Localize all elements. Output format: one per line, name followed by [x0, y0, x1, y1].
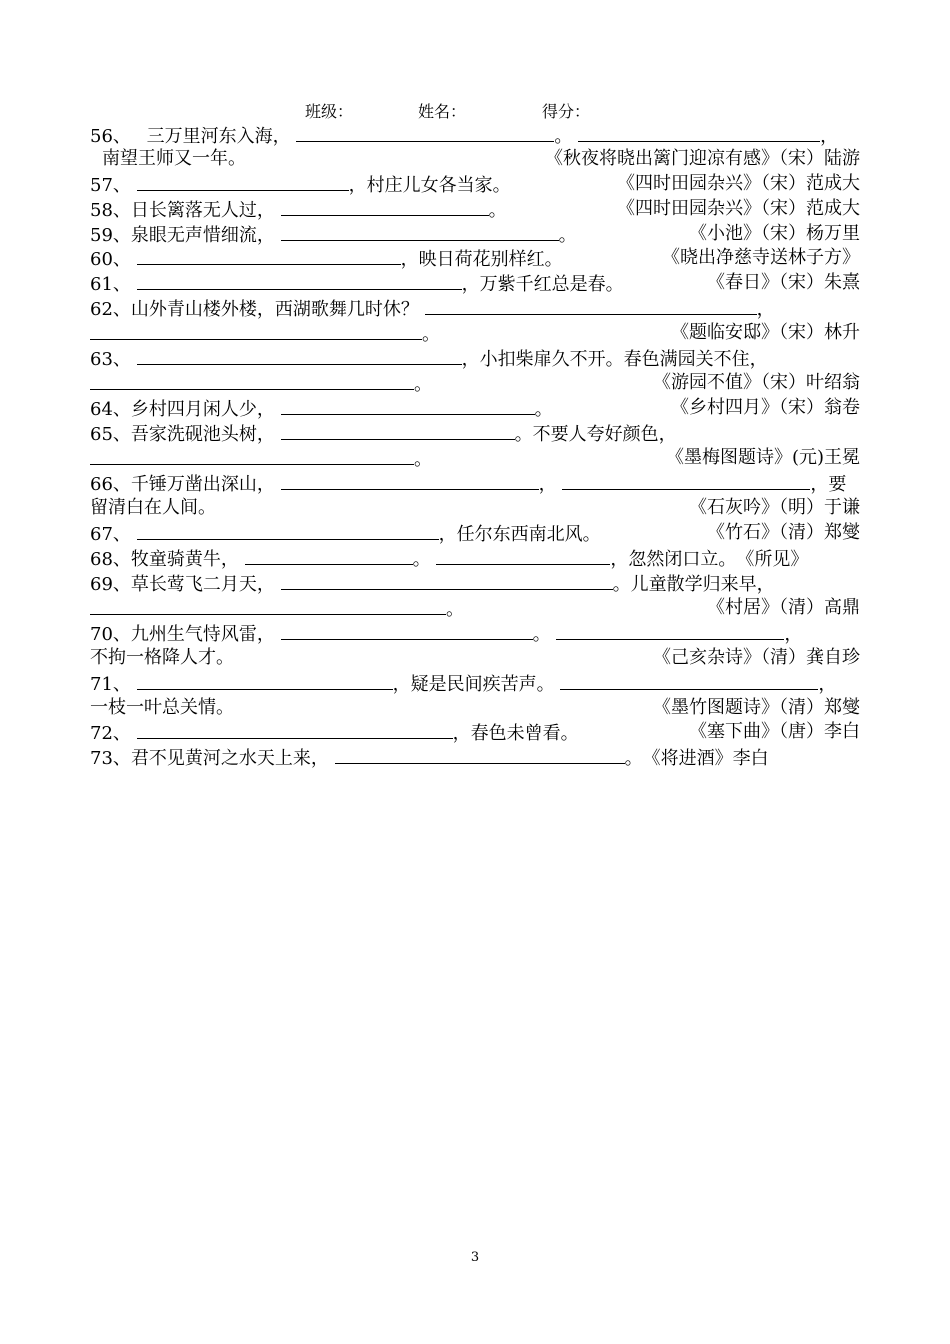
- punctuation: ，: [538, 474, 557, 495]
- question-text: 。儿童散学归来早，: [612, 574, 775, 595]
- answer-blank[interactable]: [90, 321, 422, 340]
- answer-blank[interactable]: [425, 296, 757, 315]
- question-text: ，春色未曾看。: [452, 723, 579, 744]
- question-text: 九州生气恃风雷，: [130, 624, 275, 645]
- question-text: ，疑是民间疾苦声。: [392, 674, 555, 695]
- question-number: 63、: [90, 349, 131, 370]
- question-number: 68、: [90, 549, 131, 570]
- answer-blank[interactable]: [245, 546, 413, 565]
- question-number: 65、: [90, 424, 131, 445]
- poem-source: 《春日》（宋）朱熹: [707, 272, 860, 293]
- question-text: ，任尔东西南北风。: [438, 524, 601, 545]
- question-70-line2: [90, 646, 860, 670]
- punctuation: ，: [784, 624, 803, 645]
- answer-blank[interactable]: [578, 123, 820, 142]
- poem-source: 《竹石》（清）郑燮: [707, 522, 860, 543]
- question-number: 72、: [90, 723, 131, 744]
- poem-source: 《题临安邸》（宋）林升: [671, 322, 860, 343]
- poem-source: 《将进酒》李白: [642, 748, 769, 769]
- question-text: 山外青山楼外楼，西湖歌舞几时休？: [130, 299, 419, 320]
- punctuation: 。: [558, 225, 577, 246]
- question-63-line2: [90, 371, 860, 395]
- question-text: 南望王师又一年。: [102, 148, 246, 169]
- question-71-line2: [90, 696, 860, 720]
- question-text: 不拘一格降人才。: [90, 647, 234, 668]
- answer-blank[interactable]: [137, 671, 393, 690]
- punctuation: 。: [488, 200, 507, 221]
- poem-source: 《游园不值》（宋）叶绍翁: [653, 372, 860, 393]
- question-text: 三万里河东入海，: [146, 126, 291, 147]
- question-text: 日长篱落无人过，: [130, 200, 275, 221]
- poem-source: 《四时田园杂兴》（宋）范成大: [617, 173, 860, 194]
- poem-source: 《村居》（清）高鼎: [707, 597, 860, 618]
- answer-blank[interactable]: [281, 571, 613, 590]
- punctuation: 。: [532, 624, 551, 645]
- class-label: 班级：: [305, 102, 354, 121]
- answer-blank[interactable]: [335, 745, 625, 764]
- question-65-line2: [90, 446, 860, 470]
- poem-source: 《己亥杂诗》（清）龚自珍: [653, 647, 860, 668]
- name-label: 姓名：: [418, 102, 467, 121]
- poem-source: 《塞下曲》（唐）李白: [689, 721, 860, 742]
- question-63: [90, 346, 860, 370]
- answer-blank[interactable]: [90, 371, 414, 390]
- answer-blank[interactable]: [281, 197, 489, 216]
- answer-blank[interactable]: [90, 446, 414, 465]
- question-59: [90, 222, 860, 246]
- score-label: 得分：: [542, 102, 591, 121]
- question-number: 73、: [90, 748, 131, 769]
- answer-blank[interactable]: [137, 246, 401, 265]
- question-number: 59、: [90, 225, 131, 246]
- question-number: 56、: [90, 126, 131, 147]
- answer-blank[interactable]: [90, 596, 446, 615]
- answer-blank[interactable]: [560, 671, 818, 690]
- question-text: ，映日荷花别样红。: [400, 249, 563, 270]
- punctuation: 。: [446, 599, 464, 620]
- question-69: [90, 571, 860, 595]
- question-text: 牧童骑黄牛，: [130, 549, 239, 570]
- question-67: [90, 521, 860, 545]
- question-60: [90, 246, 860, 270]
- question-text: ，村庄儿女各当家。: [348, 175, 511, 196]
- question-text: 一枝一叶总关情。: [90, 697, 234, 718]
- punctuation: 。: [414, 449, 432, 470]
- question-number: 70、: [90, 624, 131, 645]
- answer-blank[interactable]: [281, 421, 515, 440]
- poem-source: 《秋夜将晓出篱门迎凉有感》（宋）陆游: [545, 148, 860, 169]
- question-number: 61、: [90, 274, 131, 295]
- poem-source: 《四时田园杂兴》（宋）范成大: [617, 198, 860, 219]
- answer-blank[interactable]: [137, 271, 462, 290]
- punctuation: ，: [756, 299, 775, 320]
- question-text: ，万紫千红总是春。: [461, 274, 624, 295]
- worksheet-header: [0, 99, 950, 121]
- punctuation: ，: [818, 674, 837, 695]
- question-70: [90, 621, 860, 645]
- punctuation: 。: [422, 324, 440, 345]
- question-56: [90, 123, 860, 147]
- question-number: 66、: [90, 474, 131, 495]
- answer-blank[interactable]: [137, 172, 349, 191]
- question-62: [90, 296, 860, 320]
- answer-blank[interactable]: [296, 123, 554, 142]
- answer-blank[interactable]: [281, 471, 539, 490]
- answer-blank[interactable]: [137, 346, 462, 365]
- answer-blank[interactable]: [436, 546, 610, 565]
- question-57: [90, 172, 860, 196]
- answer-blank[interactable]: [137, 521, 439, 540]
- question-number: 57、: [90, 175, 131, 196]
- question-72: [90, 720, 860, 744]
- poem-source: 《小池》（宋）杨万里: [689, 223, 860, 244]
- question-69-line2: [90, 596, 860, 620]
- question-text: 乡村四月闲人少，: [130, 399, 275, 420]
- answer-blank[interactable]: [562, 471, 810, 490]
- question-text: 吾家洗砚池头树，: [130, 424, 275, 445]
- answer-blank[interactable]: [556, 621, 784, 640]
- question-text: 泉眼无声惜细流，: [130, 225, 275, 246]
- punctuation: ，要: [810, 474, 847, 495]
- question-number: 58、: [90, 200, 131, 221]
- punctuation: ，: [820, 126, 839, 147]
- punctuation: 。: [534, 399, 553, 420]
- question-text: ，小扣柴扉久不开。春色满园关不住，: [461, 349, 768, 370]
- poem-source: 《墨竹图题诗》（清）郑燮: [653, 697, 860, 718]
- page-number: 3: [470, 1250, 480, 1265]
- poem-source: 《乡村四月》（宋）翁卷: [671, 397, 860, 418]
- poem-source: 《晓出净慈寺送林子方》: [662, 247, 860, 268]
- question-65: [90, 421, 860, 445]
- question-number: 71、: [90, 674, 131, 695]
- punctuation: 。: [624, 748, 643, 769]
- question-62-line2: [90, 321, 860, 345]
- answer-blank[interactable]: [281, 222, 559, 241]
- question-number: 62、: [90, 299, 131, 320]
- question-text: 留清白在人间。: [90, 497, 216, 518]
- answer-blank[interactable]: [281, 621, 533, 640]
- poem-source: 《墨梅图题诗》(元)王冕: [665, 447, 860, 468]
- question-number: 67、: [90, 524, 131, 545]
- question-68: [90, 546, 860, 570]
- question-73: [90, 745, 860, 769]
- answer-blank[interactable]: [281, 396, 535, 415]
- question-text: ，忽然闭口立。: [610, 549, 737, 570]
- punctuation: 。: [414, 374, 432, 395]
- question-number: 64、: [90, 399, 131, 420]
- question-71: [90, 671, 860, 695]
- question-text: 。不要人夸好颜色，: [514, 424, 677, 445]
- poem-source: 《所见》: [736, 549, 809, 570]
- question-text: 千锤万凿出深山，: [130, 474, 275, 495]
- question-number: 69、: [90, 574, 131, 595]
- answer-blank[interactable]: [137, 720, 453, 739]
- question-66-line2: [90, 496, 860, 520]
- question-56-line2: [90, 147, 860, 171]
- question-number: 60、: [90, 249, 131, 270]
- poem-source: 《石灰吟》（明）于谦: [689, 497, 860, 518]
- question-text: 草长莺飞二月天，: [130, 574, 275, 595]
- punctuation: 。: [554, 126, 573, 147]
- question-66: [90, 471, 860, 495]
- question-61: [90, 271, 860, 295]
- punctuation: 。: [412, 549, 431, 570]
- question-text: 君不见黄河之水天上来，: [130, 748, 329, 769]
- question-58: [90, 197, 860, 221]
- question-64: [90, 396, 860, 420]
